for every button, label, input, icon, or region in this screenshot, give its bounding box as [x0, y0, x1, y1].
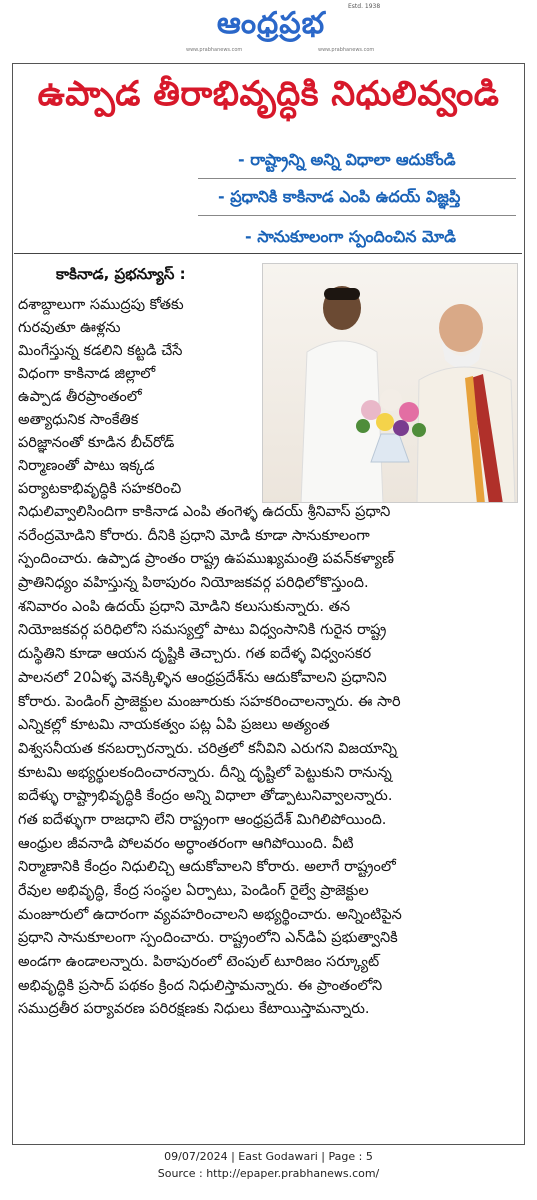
logo-url-right: www.prabhanews.com [318, 47, 375, 53]
body-line: అత్యాధునిక సాంకేతిక [18, 412, 139, 428]
newspaper-logo: ఆంధ్రప్రభ [216, 6, 326, 41]
body-line: పరిజ్ఞానంతో కూడిన బీచ్‌రోడ్ [18, 435, 175, 451]
body-line: గురవుతూ ఊళ్లను [18, 320, 121, 336]
established-label: Estd. 1938 [348, 3, 381, 10]
subheadline-2: - ప్రధానికి కాకినాడ ఎంపి ఉదయ్ విజ్ఞప్తి [218, 187, 461, 206]
body-line: ప్రధాని సానుకూలంగా స్పందించారు. రాష్ట్రంలోని ఎన్‌డిఏ ప్రభుత్వానికి [18, 930, 398, 947]
subheadline-3: - సానుకూలంగా స్పందించిన మోడి [245, 227, 456, 246]
body-line: విధంగా కాకినాడ జిల్లాలో [18, 366, 156, 382]
news-photo [262, 263, 518, 503]
photo-bouquet [341, 374, 439, 466]
body-line: గత ఐదేళ్ళుగా రాజధాని లేని రాష్ట్రంగా ఆంధ్రప్రదేశ్ మిగిలిపోయింది. [18, 811, 387, 828]
article-body-full-width [18, 501, 521, 1022]
body-line: అండగా ఉండాలన్నారు. పిఠాపురంలో టెంపుల్ టూరిజం సర్క్యూట్ [18, 954, 380, 971]
body-line: ప్రాతినిధ్యం వహిస్తున్న పిఠాపురం నియోజకవర్గ పరిధిలోకొస్తుంది. [18, 575, 369, 592]
body-line: నిర్మాణానికి కేంద్రం నిధులిచ్చి ఆదుకోవాలని కోరారు. అలాగే రాష్ట్రంలో [18, 859, 396, 876]
body-line: శనివారం ఎంపి ఉదయ్ ప్రధాని మోడిని కలుసుకున్నారు. తన [18, 598, 351, 615]
body-line: నిర్మాణంతో పాటు ఇక్కడ [18, 458, 155, 474]
body-line: నిధులివ్వాలిసిందిగా కాకినాడ ఎంపి తంగెళ్ళ ఉదయ్ శ్రీనివాస్ ప్రధాని [18, 504, 391, 520]
article-body-narrow-column [18, 294, 260, 501]
body-line: నరేంద్రమోడిని కోరారు. దీనికి ప్రధాని మోడి కూడా సానుకూలంగా [18, 527, 370, 544]
body-line: పర్యాటకాభివృద్ధికి సహకరించి [18, 481, 182, 497]
body-line: అభివృద్ధికి ప్రసాద్ పథకం క్రింద నిధులిస్తామన్నారు. ఈ ప్రాంతంలోని [18, 977, 383, 994]
logo-url-left: www.prabhanews.com [186, 47, 243, 53]
body-line: నియోజకవర్గ పరిధిలోని సమస్యల్తో పాటు విధ్వంసానికి గురైన రాష్ట్ర [18, 622, 387, 639]
body-line: పాలనలో 20ఏళ్ళ వెనక్కిళ్ళిన ఆంధ్రప్రదేశ్‌ను ఆదుకోవాలని ప్రధానిని [18, 669, 387, 686]
dateline: కాకినాడ, ప్రభన్యూస్ : [56, 265, 186, 283]
body-line: కోరారు. పెండింగ్ ప్రాజెక్టుల మంజూరుకు సహకరించాలన్నారు. ఈ సారి [18, 693, 401, 710]
footer-date-edition: 09/07/2024 | East Godawari | Page : 5 [164, 1150, 373, 1163]
article-headline: ఉప్పాడ తీరాభివృద్ధికి నిధులివ్వండి [37, 74, 500, 114]
body-line: సముద్రతీర పర్యావరణ పరిరక్షణకు నిధులు కేటాయిస్తామన్నారు. [18, 1001, 370, 1018]
subheadline-1: - రాష్ట్రాన్ని అన్ని విధాలా ఆదుకోండి [238, 150, 456, 169]
body-line: మింగేస్తున్న కడలిని కట్టడి చేసే [18, 343, 183, 359]
body-line: ఐదేళ్ళు రాష్ట్రాభివృద్ధికి కేంద్రం అన్ని విధాలా తోడ్పాటునివ్వాలన్నారు. [18, 788, 393, 805]
body-line: కూటమి అభ్యర్థులకందించారన్నారు. దీన్ని దృష్టిలో పెట్టుకుని రానున్న [18, 764, 392, 781]
footer-source-link[interactable]: Source : http://epaper.prabhanews.com/ [157, 1167, 380, 1180]
body-line: ఉప్పాడ తీరప్రాంతంలో [18, 389, 142, 405]
body-line: మంజూరులో ఉదారంగా వ్యవహరించాలని అభ్యర్థించారు. అన్నింటిపైన [18, 906, 402, 923]
body-line: దశాబ్దాలుగా సముద్రపు కోతకు [18, 297, 184, 313]
header-divider [14, 253, 522, 254]
subheadline-divider-2 [198, 215, 516, 216]
subheadline-divider-1 [198, 178, 516, 179]
body-line: విశ్వసనీయత కనబర్చారన్నారు. చరిత్రలో కనీవిని ఎరుగని విజయాన్ని [18, 740, 397, 757]
body-line: ఆంధ్రుల జీవనాడి పోలవరం అర్ధాంతరంగా ఆగిపోయింది. వీటి [18, 835, 354, 852]
body-line: దుస్థితిని కూడా ఆయన దృష్టికి తెచ్చారు. గత ఐదేళ్ళ విధ్వంసకర [18, 646, 372, 663]
masthead [0, 0, 537, 60]
body-line: రేవుల అభివృద్ధి, కేంద్ర సంస్థల ఏర్పాటు, పెండింగ్ రైల్వే ప్రాజెక్టుల [18, 883, 369, 899]
body-line: స్పందించారు. ఉప్పాడ ప్రాంతం రాష్ట్ర ఉపముఖ్యమంత్రి పవన్‌కళ్యాణ్ [18, 551, 394, 568]
body-line: ఎన్నికల్లో కూటమి నాయకత్వం పట్ల ఏపి ప్రజలు అత్యంత [18, 717, 330, 734]
